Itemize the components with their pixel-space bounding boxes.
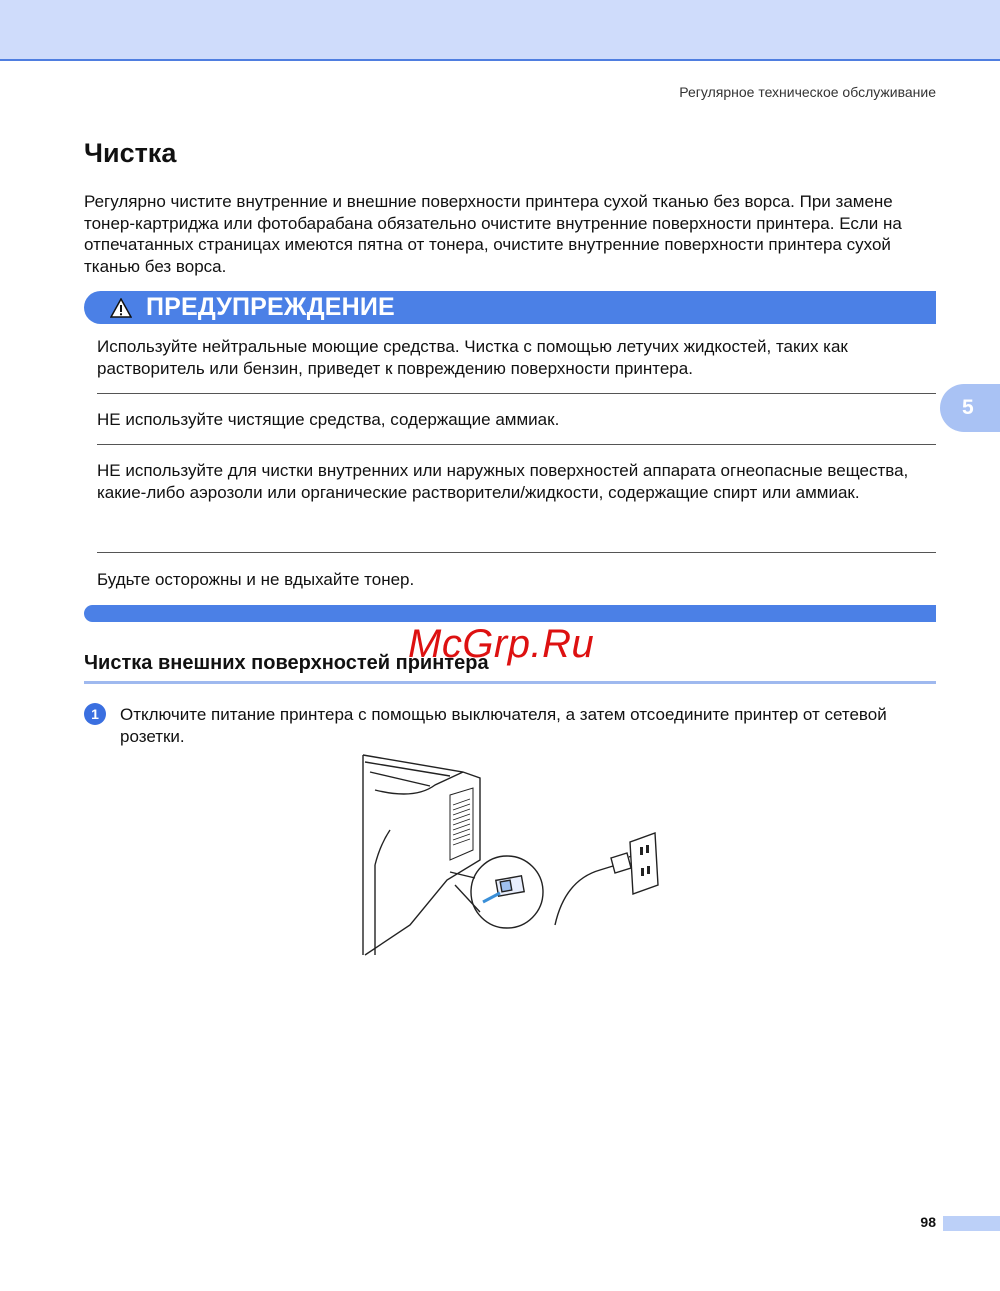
step-text: Отключите питание принтера с помощью выключателя, а затем отсоедините принтер от сетевой розетки. (120, 705, 887, 746)
step-number-badge: 1 (84, 703, 106, 725)
printer-unplug-illustration (355, 750, 675, 970)
warning-item: НЕ используйте чистящие средства, содержащие аммиак. (97, 410, 560, 429)
warning-triangle-icon (110, 298, 132, 318)
top-band (0, 0, 1000, 61)
warning-item: Используйте нейтральные моющие средства. Чистка с помощью летучих жидкостей, таких как растворитель или бензин, приведет к повреждению поверхности принтера. (97, 337, 848, 378)
divider (97, 552, 936, 553)
running-header: Регулярное техническое обслуживание (679, 84, 936, 100)
section-rule (84, 681, 936, 684)
section-title: Чистка внешних поверхностей принтера (84, 652, 489, 674)
divider (97, 444, 936, 445)
chapter-tab: 5 (940, 384, 1000, 432)
warning-bottom-bar (84, 605, 936, 622)
warning-item: Будьте осторожны и не вдыхайте тонер. (97, 570, 415, 589)
page-number-tab (943, 1216, 1000, 1231)
page-title: Чистка (84, 138, 177, 168)
intro-paragraph: Регулярно чистите внутренние и внешние поверхности принтера сухой тканью без ворса. При замене тонер-картриджа или фотобарабана обязательно очистите внутренние поверхности принтера. Если на отпечатанных страницах имеются пятна от тонера, очистите внутренние поверхности принтера сухой тканью без ворса. (84, 192, 902, 276)
warning-banner (84, 291, 936, 324)
divider (97, 393, 936, 394)
warning-item: НЕ используйте для чистки внутренних или наружных поверхностей аппарата огнеопасные вещества, какие-либо аэрозоли или органические растворители/жидкости, содержащие спирт или аммиак. (97, 461, 909, 502)
warning-title: ПРЕДУПРЕЖДЕНИЕ (146, 293, 395, 321)
page-number: 98 (920, 1214, 936, 1230)
watermark: McGrp.Ru (408, 622, 595, 666)
